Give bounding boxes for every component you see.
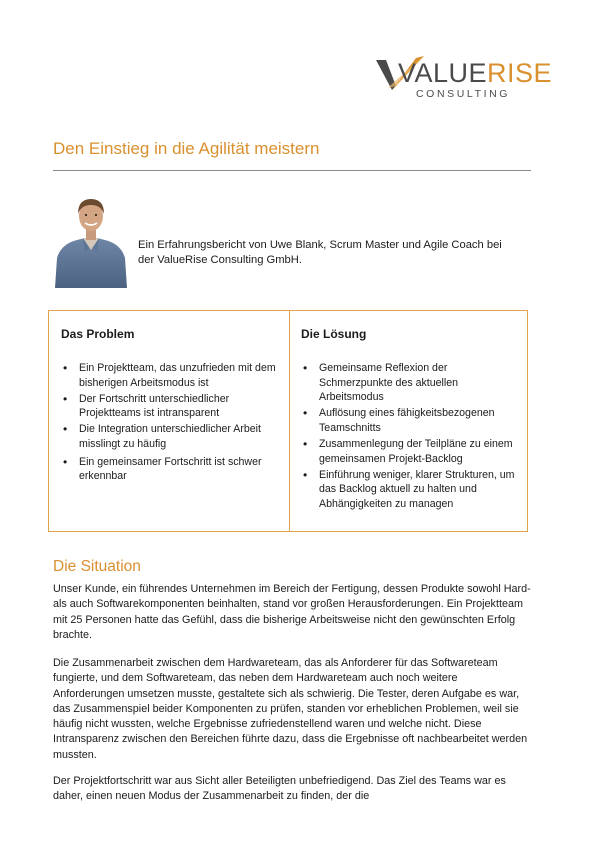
solution-heading: Die Lösung [301,327,367,341]
logo-wordmark [398,58,552,88]
list-item: • Der Fortschritt unterschiedlicher Projektteams ist intransparent [61,392,281,421]
author-byline: Ein Erfahrungsbericht von Uwe Blank, Scrum Master und Agile Coach bei der ValueRise Consulting GmbH. [138,239,502,266]
list-item: • Zusammenlegung der Teilpläne zu einem gemeinsamen Projekt-Backlog [301,437,519,466]
problem-solution-box [48,310,528,532]
problem-heading: Das Problem [61,327,135,341]
solution-list [301,361,519,511]
problem-column [61,327,281,485]
list-item: • Einführung weniger, klarer Strukturen, um das Backlog aktuell zu halten und Abhängigkeiten zu managen [301,468,519,512]
situation-paragraph: Unser Kunde, ein führendes Unternehmen im Bereich der Fertigung, dessen Produkte sowohl Hard- als auch Softwarekomponenten beinhalten, stand vor großen Herausforderungen. Ein Projektteam mit 25 Personen hatte das Gefühl, dass die bisherige Arbeitsweise nicht den gewünschten Erfolg brachte. [53,583,531,641]
situation-paragraph: Der Projektfortschritt war aus Sicht aller Beteiligten unbefriedigend. Das Ziel des Teams war es daher, einen neuen Modus der Zusammenarbeit zu finden, der die [53,775,506,803]
list-item: • Gemeinsame Reflexion der Schmerzpunkte des aktuellen Arbeitsmodus [301,361,519,405]
list-item: • Ein Projektteam, das unzufrieden mit dem bisherigen Arbeitsmodus ist [61,361,281,390]
author-portrait [53,192,129,288]
problem-list [61,361,281,484]
situation-heading: Die Situation [53,558,141,575]
logo-subline: CONSULTING [416,88,511,100]
title-divider [53,170,531,171]
page-title: Den Einstieg in die Agilität meistern [53,139,320,158]
solution-column [301,327,519,513]
situation-paragraph: Die Zusammenarbeit zwischen dem Hardwareteam, das als Anforderer für das Softwareteam fungierte, und dem Softwareteam, das neben dem Hardwareteam auch noch weitere Anforderungen umsetzen musste, gestaltete sich als schwierig. Die Tester, deren Aufgabe es war, das Zusammenspiel beider Komponenten zu prüfen, standen vor erheblichen Problemen, weil sie häufig nicht wussten, welche Ergebnisse zufriedenstellend waren und welche nicht. Diese Intransparenz zwischen den Bereichen führte dazu, dass die Ergebnisse oft nachbearbeitet werden mussten. [53,657,528,761]
valuerise-logo [372,52,553,104]
logo-value-text: VALUE [398,58,488,88]
box-column-divider [289,311,290,531]
logo-rise-text: RISE [487,58,553,88]
list-item: • Die Integration unterschiedlicher Arbeit misslingt zu häufig [61,422,281,451]
list-item: • Ein gemeinsamer Fortschritt ist schwer erkennbar [61,455,281,484]
list-item: • Auflösung eines fähigkeitsbezogenen Teamschnitts [301,406,519,435]
